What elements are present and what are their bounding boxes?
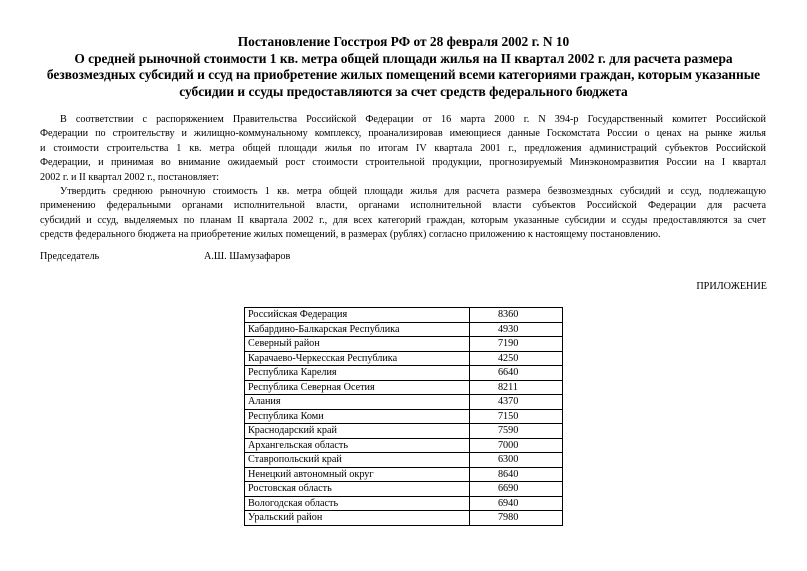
value-cell: 7190	[469, 337, 562, 352]
region-cell: Карачаево-Черкесская Республика	[245, 351, 470, 366]
value-cell: 7150	[469, 409, 562, 424]
preamble-line: 2002 г. и II квартал 2002 г., постановляет:	[40, 171, 220, 183]
table-row	[245, 380, 563, 395]
title-line-2: О средней рыночной стоимости 1 кв. метра общей площади жилья на II квартал 2002 г. для расчета размера	[74, 50, 733, 66]
table-row	[245, 496, 563, 511]
table-row	[245, 482, 563, 497]
table-row	[245, 366, 563, 381]
resolution-line: Утвердить среднюю рыночную стоимость 1 кв. метра общей площади жилья для расчета размера безвозмездных субсидий и ссуд, подлежащую	[60, 186, 766, 197]
value-cell: 4930	[469, 322, 562, 337]
value-cell: 4250	[469, 351, 562, 366]
region-cell: Краснодарский край	[245, 424, 470, 439]
table-row	[245, 395, 563, 410]
appendix-label: ПРИЛОЖЕНИЕ	[696, 281, 767, 292]
table-row	[245, 337, 563, 352]
preamble-line: Федерации, и принимая во внимание ожидаемый рост стоимости строительной продукции, прогнозируемый Минэкономразвития России на I квартал	[40, 157, 766, 169]
preamble-line: и стоимости строительства 1 кв. метра общей площади жилья по итогам IV квартала 2001 г., предложения администраций субъектов Российской	[40, 142, 766, 154]
value-cell: 6940	[469, 496, 562, 511]
table-row	[245, 438, 563, 453]
region-cell: Ростовская область	[245, 482, 470, 497]
value-cell: 6690	[469, 482, 562, 497]
table-row	[245, 351, 563, 366]
region-cell: Алания	[245, 395, 470, 410]
preamble-line: Федерации по строительству и жилищно-коммунальному комплексу, проанализировав имеющиеся данные Госкомстата России о ценах на рынке жилья	[40, 128, 766, 140]
region-cell: Российская Федерация	[245, 308, 470, 323]
region-cell: Вологодская область	[245, 496, 470, 511]
title-line-3: безвозмездных субсидий и ссуд на приобретение жилых помещений всеми категориями граждан, которым указанные	[46, 67, 761, 82]
value-cell: 4370	[469, 395, 562, 410]
title-line-1: Постановление Госстроя РФ от 28 февраля 2002 г. N 10	[237, 34, 570, 49]
region-cell: Республика Северная Осетия	[245, 380, 470, 395]
resolution-line: средств федерального бюджета на приобретение жилых помещений, в размерах (рублях) согласно приложению к настоящему постановлению.	[40, 229, 661, 241]
preamble-paragraph	[40, 113, 766, 185]
signature-role: Председатель	[40, 251, 100, 262]
table-row	[245, 453, 563, 468]
value-cell: 7590	[469, 424, 562, 439]
title-line-4: субсидии и ссуды предоставляются за счет средств федерального бюджета	[179, 83, 628, 99]
region-cell: Ставропольский край	[245, 453, 470, 468]
value-cell: 7000	[469, 438, 562, 453]
table-row	[245, 511, 563, 526]
value-cell: 8640	[469, 467, 562, 482]
resolution-line: субсидий и ссуд, выделяемых по планам II квартала 2002 г., для всех категорий граждан, которым указанные субсидии и ссуды предоставляются за счет	[40, 214, 766, 226]
region-cell: Ненецкий автономный округ	[245, 467, 470, 482]
region-cell: Республика Карелия	[245, 366, 470, 381]
table-row	[245, 322, 563, 337]
value-cell: 8211	[469, 380, 562, 395]
resolution-line: применению федеральными органами исполнительной власти, органами исполнительной власти субъектов Российской Федерации для расчета	[40, 200, 766, 212]
table-row	[245, 467, 563, 482]
table-row	[245, 409, 563, 424]
value-cell: 8360	[469, 308, 562, 323]
resolution-paragraph	[40, 185, 766, 243]
value-cell: 6640	[469, 366, 562, 381]
signature-name: А.Ш. Шамузафаров	[204, 251, 291, 262]
table-row	[245, 424, 563, 439]
cost-table	[244, 307, 563, 526]
value-cell: 6300	[469, 453, 562, 468]
region-cell: Архангельская область	[245, 438, 470, 453]
value-cell: 7980	[469, 511, 562, 526]
table-row	[245, 308, 563, 323]
document-title	[30, 34, 777, 100]
region-cell: Северный район	[245, 337, 470, 352]
region-cell: Республика Коми	[245, 409, 470, 424]
preamble-line: В соответствии с распоряжением Правительства Российской Федерации от 16 марта 2000 г. N 394-р Государственный комитет Российской	[60, 114, 766, 125]
region-cell: Кабардино-Балкарская Республика	[245, 322, 470, 337]
region-cell: Уральский район	[245, 511, 470, 526]
